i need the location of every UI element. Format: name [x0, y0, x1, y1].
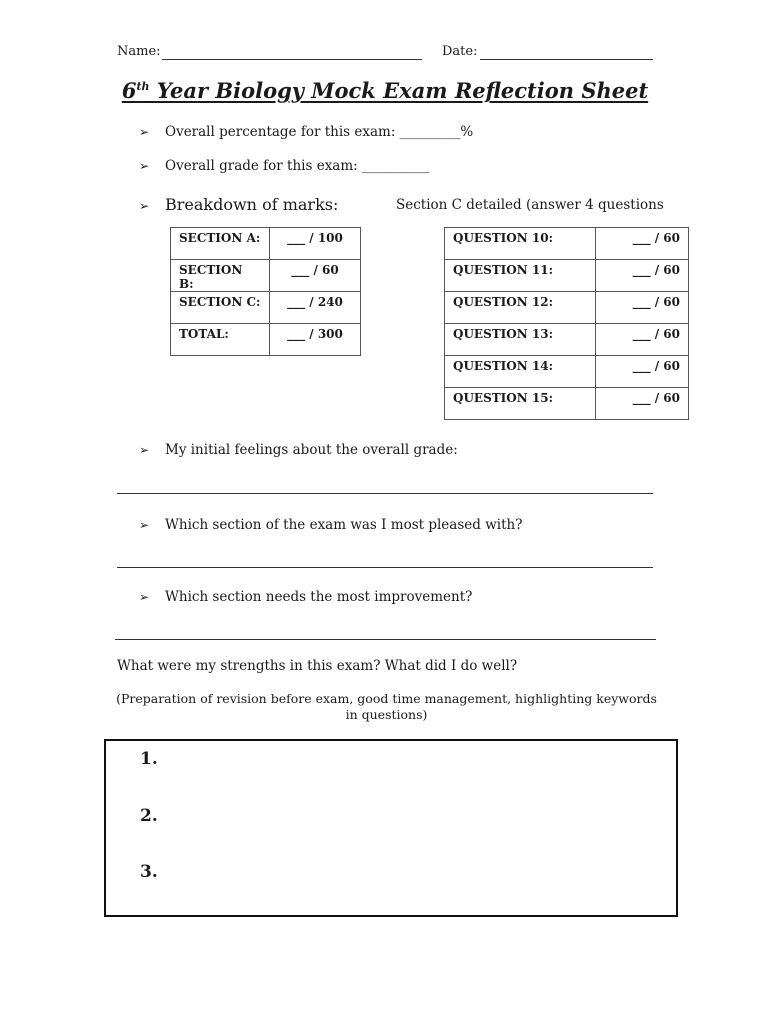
- strengths-hint: (Preparation of revision before exam, good time management, highlighting keywords in questions): [116, 691, 657, 722]
- question-label: QUESTION 10:: [445, 228, 596, 260]
- breakdown-heading: Breakdown of marks:: [165, 195, 339, 214]
- percentage-prompt: Overall percentage for this exam: _________%: [165, 124, 474, 140]
- question-score[interactable]: ___ / 60: [596, 292, 689, 324]
- breakdown-bullet: [139, 195, 338, 214]
- question-label: QUESTION 11:: [445, 260, 596, 292]
- question-score[interactable]: ___ / 60: [596, 324, 689, 356]
- section-score[interactable]: ___ / 100: [270, 228, 361, 260]
- table-row: [445, 324, 689, 356]
- section-score[interactable]: ___ / 300: [270, 324, 361, 356]
- section-label: SECTION C:: [171, 292, 270, 324]
- arrow-icon: ➢: [139, 159, 150, 173]
- question-label: QUESTION 14:: [445, 356, 596, 388]
- feelings-answer-line[interactable]: [117, 493, 653, 494]
- table-row: [171, 324, 361, 356]
- arrow-icon: ➢: [139, 443, 150, 457]
- feelings-bullet: [139, 442, 458, 458]
- name-field[interactable]: [162, 44, 422, 60]
- questions-table: [444, 227, 689, 420]
- title-sup: th: [136, 80, 150, 93]
- name-label: Name:: [117, 44, 161, 59]
- strength-number-2: 2.: [140, 806, 158, 826]
- table-row: [445, 292, 689, 324]
- date-field[interactable]: [480, 44, 653, 60]
- section-label: TOTAL:: [171, 324, 270, 356]
- table-row: [171, 228, 361, 260]
- table-row: [445, 228, 689, 260]
- pleased-bullet: [139, 517, 522, 533]
- question-score[interactable]: ___ / 60: [596, 388, 689, 420]
- grade-prompt: Overall grade for this exam: __________: [165, 158, 430, 174]
- strengths-question: What were my strengths in this exam? What did I do well?: [117, 658, 518, 674]
- strength-number-1: 1.: [140, 749, 158, 769]
- improvement-answer-line[interactable]: [115, 639, 656, 640]
- table-row: [171, 292, 361, 324]
- percentage-bullet: [139, 124, 473, 140]
- pleased-answer-line[interactable]: [117, 567, 653, 568]
- arrow-icon: ➢: [139, 518, 150, 532]
- date-label: Date:: [442, 44, 478, 59]
- pleased-prompt: Which section of the exam was I most pleased with?: [165, 517, 523, 533]
- arrow-icon: ➢: [139, 590, 150, 604]
- table-row: [445, 260, 689, 292]
- arrow-icon: ➢: [139, 125, 150, 139]
- section-label: SECTION B:: [171, 260, 270, 292]
- question-label: QUESTION 13:: [445, 324, 596, 356]
- question-label: QUESTION 15:: [445, 388, 596, 420]
- section-c-note: Section C detailed (answer 4 questions: [396, 197, 664, 213]
- title-prefix: 6: [121, 78, 137, 103]
- question-score[interactable]: ___ / 60: [596, 260, 689, 292]
- strength-number-3: 3.: [140, 862, 158, 882]
- arrow-icon: ➢: [139, 199, 150, 213]
- page-title: [0, 78, 770, 103]
- improvement-bullet: [139, 589, 472, 605]
- question-score[interactable]: ___ / 60: [596, 356, 689, 388]
- section-score[interactable]: ___ / 60: [270, 260, 361, 292]
- section-label: SECTION A:: [171, 228, 270, 260]
- feelings-prompt: My initial feelings about the overall grade:: [165, 442, 458, 458]
- question-score[interactable]: ___ / 60: [596, 228, 689, 260]
- table-row: [445, 388, 689, 420]
- title-rest: Year Biology Mock Exam Reflection Sheet: [149, 78, 649, 103]
- improvement-prompt: Which section needs the most improvement?: [165, 589, 473, 605]
- grade-bullet: [139, 158, 430, 174]
- table-row: [445, 356, 689, 388]
- table-row: [171, 260, 361, 292]
- question-label: QUESTION 12:: [445, 292, 596, 324]
- strengths-box[interactable]: [104, 739, 678, 917]
- sections-table: [170, 227, 361, 356]
- section-score[interactable]: ___ / 240: [270, 292, 361, 324]
